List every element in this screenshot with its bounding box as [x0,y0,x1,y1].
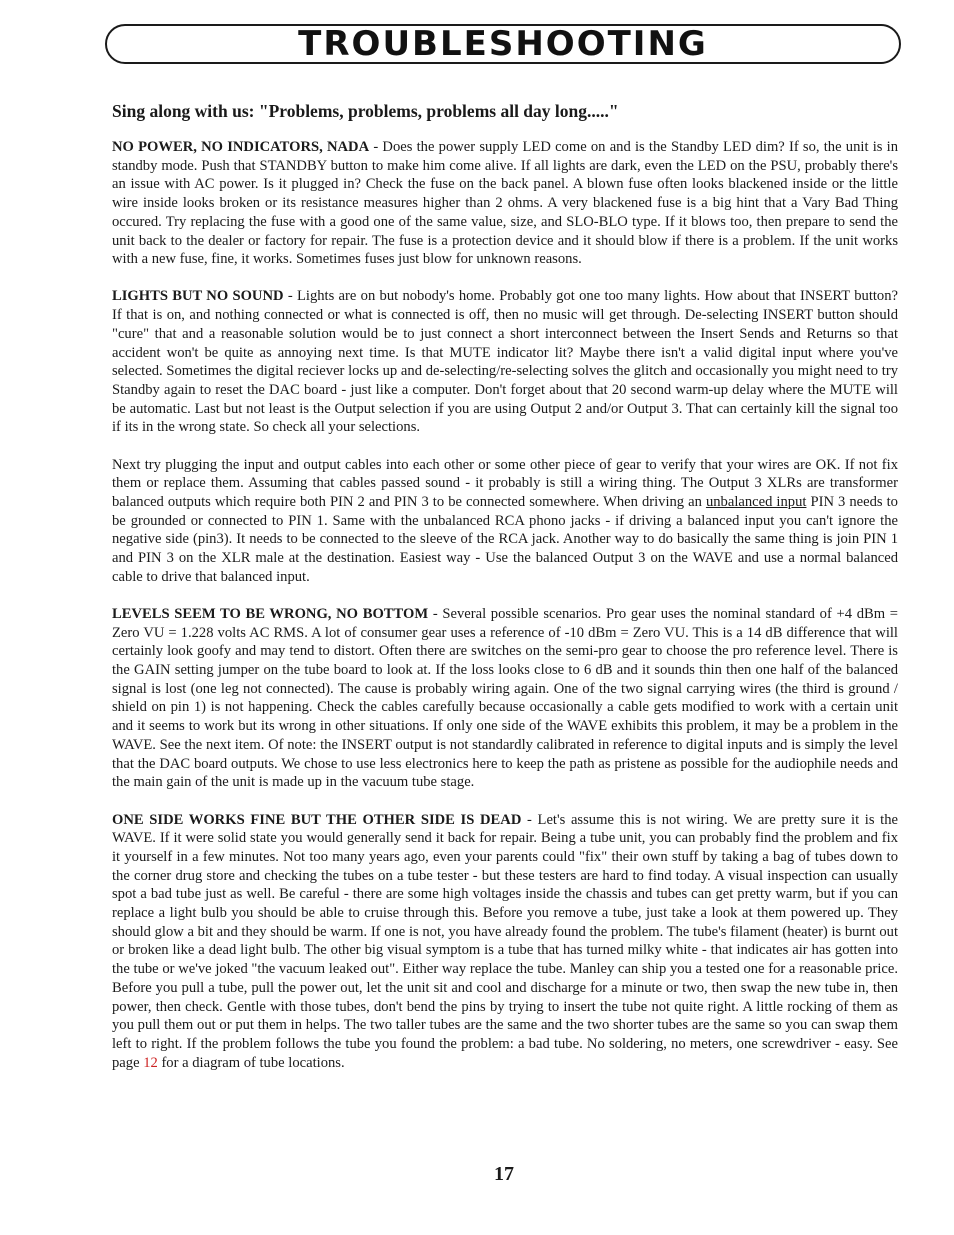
section-body-no-power: - Does the power supply LED come on and is the Standby LED dim? If so, the unit is in standby mode. Push that STANDBY button to make him come alive. If all lights are dark, even the LED on the PSU, probably there's an issue with AC power. Is it plugged in? Check the fuse on the back panel. A blown fuse often looks blackened inside or the little wire inside looks broken or its resistance measures higher than 2 ohms. A very blackened fuse is a big hint that a Vary Bad Thing occured. Try replacing the fuse with a good one of the same value, size, and SLO-BLO type. If it blows too, then prepare to send the unit back to the dealer or factory for repair. The fuse is a protection device and it should blow if there is a problem. If the unit works with a new fuse, fine, it works. Sometimes fuses just blow for unknown reasons. [112,139,899,268]
section-body-lights-no-sound: - Lights are on but nobody's home. Probably got one too many lights. How about that INSERT button? If that is on, and nothing connected or what is connected is off, then no music will get through. De-selecting INSERT button should "cure" that and a reasonable solution would be to just connect a short interconnect between the Insert Sends and Returns so that accident won't be quite as annoying next time. Is that MUTE indicator lit? Maybe there isn't a valid digital input where you've selected. Sometimes the digital reciever locks up and de-selecting/re-selecting solves the glitch and occasionally you might need to try Standby again to reset the DAC board - just like a computer. Don't forget about that 20 second warm-up delay where the MUTE will be automatic. Last but not least is the Output selection if you are using Output 2 and/or Output 3. That can certainly kill the signal too if its in the wrong state. So check all your selections. [112,288,898,436]
section-heading-lights-no-sound: LIGHTS BUT NO SOUND [112,288,284,305]
section-body-next-try-before: Next try plugging the input and output cables into each other or some other piece of gear to verify that your wires are OK. If not fix them or replace them. Assuming that cables passed sound - it probably is still a wiring thing. The Output 3 XLRs are transformer balanced outputs which require both PIN 2 and PIN 3 to be connected somewhere. When driving an [112,456,898,510]
unbalanced-input-emphasis: unbalanced input [705,493,807,510]
section-no-power [112,138,898,269]
section-levels [112,605,898,792]
main-content [112,100,898,1091]
page-reference-link[interactable]: 12 [143,1054,158,1071]
section-heading-one-side: ONE SIDE WORKS FINE BUT THE OTHER SIDE IS DEAD [112,811,522,828]
title-banner [105,24,901,64]
section-body-next-try-after: PIN 3 needs to be grounded or connected to PIN 1. Same with the unbalanced RCA phono jacks - if driving a balanced input you can't ignore the negative side (pin3). It needs to be connected to the sleeve of the RCA jack. Another way to do basically the same thing is join PIN 1 and PIN 3 on the XLR male at the destination. Easiest way - Use the balanced Output 3 on the WAVE and use a normal balanced cable to drive that balanced input. [112,493,898,585]
section-next-try [112,456,898,587]
page-subtitle: Sing along with us: "Problems, problems, problems all day long....." [112,101,619,121]
section-one-side [112,811,898,1073]
section-heading-levels: LEVELS SEEM TO BE WRONG, NO BOTTOM [112,605,429,622]
section-heading-no-power: NO POWER, NO INDICATORS, NADA [112,139,370,155]
section-lights-no-sound [112,287,898,437]
section-body-one-side-after: for a diagram of tube locations. [157,1054,345,1071]
page-title: TROUBLESHOOTING [298,24,708,64]
page-number: 17 [494,1163,514,1185]
section-body-one-side: - Let's assume this is not wiring. We are pretty sure it is the WAVE. If it were solid state you would generally send it back for repair. Being a tube unit, you can probably find the problem and fix it yourself in a few minutes. Not too many years ago, even your parents could "fix" their own stuff by taking a bag of tubes down to the corner drug store and checking the tubes on a tube tester - but these testers are hard to find today. A visual inspection can usually spot a bad tube just as well. Be careful - there are some high voltages inside the chassis and tubes can get pretty warm, but if you can replace a light bulb you should be able to cruise through this. Before you remove a tube, just take a look at them powered up. They should glow a bit and they should be warm. If one is not, you have already found the problem. The tube's filament (heater) is burnt out or broken like a dead light bulb. The other big visual symptom is a tube that has turned milky white - that indicates air has gotten into the tube or we've joked "the vacuum leaked out". Either way replace the tube. Manley can ship you a tested one for a reasonable price. Before you pull a tube, pull the power out, let the unit sit and cool and discharge for a minute or two, then swap the new tube in, then power, then check. Gentle with those tubes, don't bend the pins by trying to insert the tube not quite right. A little rocking of them as you pull them out or put them in helps. The two taller tubes are the same and the two shorter tubes are the same so you can swap them left to right. If the problem follows the tube you found the problem: a bad tube. No soldering, no meters, one screwdriver - easy. See page [112,811,898,1071]
section-body-levels: - Several possible scenarios. Pro gear uses the nominal standard of +4 dBm = Zero VU = 1.228 volts AC RMS. A lot of consumer gear uses a reference of -10 dBm = Zero VU. This is a 14 dB difference that will certainly look goofy and may tend to distort. Often there are switches on the semi-pro gear to choose the pro reference level. There is the GAIN setting jumper on the tube board to look at. If the loss looks close to 6 dB and it sounds thin then one half of the balanced signal is lost (one leg not connected). The cause is probably wiring again. One of the two signal carrying wires (the third is ground / shield on pin 1) is not happening. Check the cables carefully because occasionally a cable gets modified to work with a certain unit and it seems to work but its wrong in other situations. If only one side of the WAVE exhibits this problem, it may be a problem in the WAVE. See the next item. Of note: the INSERT output is not standardly calibrated in reference to digital inputs and is simply the level that the DAC board outputs. We chose to use less electronics here to keep the path as pristene as possible for the audiophile needs and the main gain of the unit is made up in the vacuum tube stage. [112,605,898,791]
